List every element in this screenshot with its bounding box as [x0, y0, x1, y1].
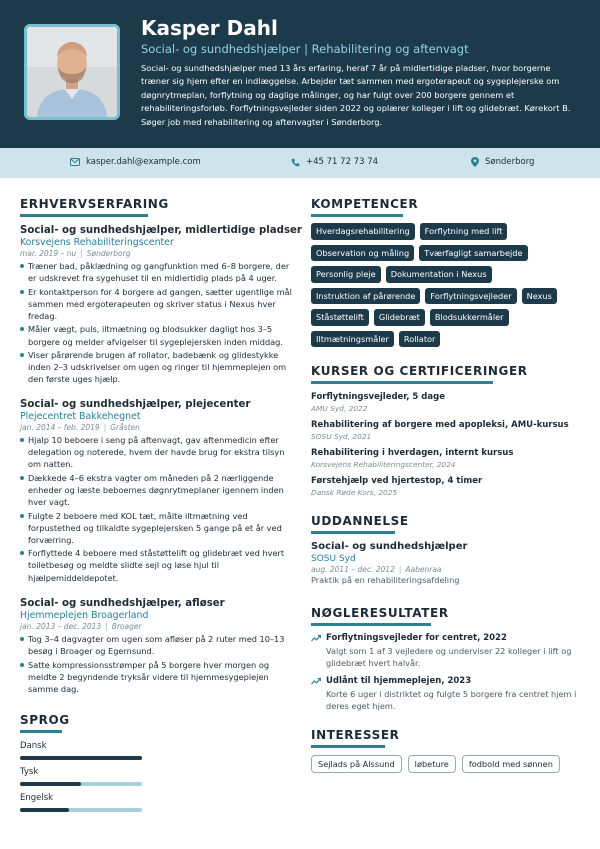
skills-heading: KOMPETENCER — [311, 197, 419, 211]
job-title: Social- og sundhedshjælper, afløser — [20, 598, 225, 609]
trend-up-icon — [311, 677, 321, 685]
course-item — [311, 420, 586, 441]
course-title: Forflytningsvejleder, 5 dage — [311, 392, 445, 402]
job-meta: jan. 2014 – feb. 2019 | Gråsten — [20, 423, 140, 432]
location-text: Sønderborg — [485, 157, 535, 167]
job-title: Social- og sundhedshjælper, midlertidige pladser — [20, 225, 302, 236]
experience-item — [20, 225, 302, 387]
job-title: Social- og sundhedshjælper, plejecenter — [20, 399, 251, 410]
course-meta: Dansk Røde Kors, 2025 — [311, 488, 398, 497]
result-title: Forflytningsvejleder for centret, 2022 — [326, 633, 507, 643]
profile-summary: Social- og sundhedshjælper med 13 års erfaring, heraf 7 år på midlertidige pladser, hvor borgerne træner sig hjem efter en indlæggelse. Arbejder tæt sammen med ergoterapeut og sygeplejerske om døgnrytmeplan, forflytning og daglige målinger, og har fulgt over 200 borgere gennem et rehabiliteringsforløb. Forflytningsvejleder siden 2022 og oplærer kolleger i lift og glidebræt. Kørekort B. Søger job med rehabilitering og aftenvagter i Sønderborg. — [141, 63, 571, 127]
language-level-fill — [20, 808, 69, 812]
job-place: Sønderborg — [86, 249, 131, 258]
language-name: Tysk — [20, 767, 39, 777]
interest-tag: Sejlads på Alssund — [311, 755, 402, 773]
education-meta: aug. 2011 – dec. 2012 | Aabenraa — [311, 565, 442, 574]
languages-heading: SPROG — [20, 713, 70, 727]
phone-contact[interactable] — [291, 157, 378, 167]
skill-chip: Glidebræt — [374, 309, 425, 326]
job-company: Hjemmeplejen Broagerland — [20, 610, 149, 621]
job-bullets — [20, 434, 292, 584]
job-period: jan. 2014 – feb. 2019 — [20, 423, 100, 432]
person-name: Kasper Dahl — [141, 16, 278, 40]
skills-underline — [311, 214, 403, 217]
result-description: Korte 6 uger i distriktet og fulgte 5 borgere fra centret hjem i deres eget hjem. — [326, 689, 577, 712]
experience-heading: ERHVERVSERFARING — [20, 197, 169, 211]
education-school: SOSU Syd — [311, 554, 356, 564]
job-bullet: Dækkede 4–6 ekstra vagter om måneden på 2 nærliggende enheder og læste beboernes døgnrytmeplaner igennem inden hver vagt. — [20, 472, 292, 508]
result-description: Valgt som 1 af 3 vejledere og underviser 22 kolleger i lift og glidebræt hvert halvår. — [326, 646, 572, 669]
skill-chip: Tværfagligt samarbejde — [419, 245, 527, 262]
education-underline — [311, 531, 395, 534]
experience-underline — [20, 214, 148, 217]
course-meta: AMU Syd, 2022 — [311, 404, 368, 413]
language-item — [20, 767, 142, 786]
interest-tag: løbeture — [408, 755, 456, 773]
job-meta: mar. 2019 – nu | Sønderborg — [20, 249, 131, 258]
job-bullet: Forflyttede 4 beboere med ståstøttelift og glidebræt ved hvert toiletbesøg og meldte slidte sejl og løse hjul til hjælpemiddeldepotet. — [20, 547, 292, 583]
skill-chip: Instruktion af pårørende — [311, 288, 420, 305]
interests-underline — [311, 745, 385, 748]
experience-item — [20, 598, 292, 696]
skill-chip: Rollator — [399, 331, 440, 348]
language-name: Engelsk — [20, 793, 54, 803]
course-item — [311, 476, 586, 497]
job-bullet: Hjalp 10 beboere i seng på aftenvagt, gav aftenmedicin efter delegation og noterede, hvem der havde brug for ekstra tilsyn om natten. — [20, 434, 292, 470]
experience-item — [20, 399, 292, 585]
result-item — [311, 676, 586, 713]
course-title: Rehabilitering af borgere med apopleksi, AMU-kursus — [311, 420, 569, 430]
result-item — [311, 633, 586, 670]
job-bullet: Er kontaktperson for 4 borgere ad gangen, sætter ugentlige mål sammen med ergoterapeuten og skriver status i Nexus hver fredag. — [20, 286, 292, 322]
courses-heading: KURSER OG CERTIFICERINGER — [311, 364, 528, 378]
language-level-fill — [20, 756, 142, 760]
education-heading: UDDANNELSE — [311, 514, 409, 528]
skill-chip: Personlig pleje — [311, 266, 381, 283]
profile-photo — [24, 24, 120, 120]
skill-chip: Hverdagsrehabilitering — [311, 223, 415, 240]
course-item — [311, 448, 586, 469]
interests-heading: INTERESSER — [311, 728, 400, 742]
trend-up-icon — [311, 634, 321, 642]
language-level-bar — [20, 808, 142, 812]
skill-chip: Dokumentation i Nexus — [386, 266, 492, 283]
interest-tag: fodbold med sønnen — [462, 755, 560, 773]
course-item — [311, 392, 586, 413]
skill-chip: Forflytningsvejleder — [425, 288, 516, 305]
job-bullet: Viser pårørende brugen af rollator, badebænk og glidestykke inden 2–3 udskrivelser om ugen og ringer til hjemmeplejen om den første uges hjælp. — [20, 349, 292, 385]
results-heading: NØGLERESULTATER — [311, 606, 449, 620]
skill-chip: Observation og måling — [311, 245, 414, 262]
language-level-fill — [20, 782, 81, 786]
skill-chip: Iltmætningsmåler — [311, 331, 394, 348]
result-title: Udlånt til hjemmeplejen, 2023 — [326, 676, 472, 686]
job-bullet: Måler vægt, puls, iltmætning og blodsukker dagligt hos 3–5 borgere og melder afvigelser til sygeplejersken inden middag. — [20, 323, 292, 347]
course-meta: Korsvejens Rehabiliteringscenter, 2024 — [311, 460, 456, 469]
education-item — [311, 541, 586, 585]
course-title: Førstehjælp ved hjertestop, 4 timer — [311, 476, 483, 486]
email-contact[interactable] — [70, 157, 201, 167]
location-pin-icon — [471, 157, 479, 167]
job-bullet: Satte kompressionsstrømper på 5 borgere hver morgen og meldte 2 begyndende tryksår videre til hjemmesygeplejen samme dag. — [20, 659, 292, 695]
education-period: aug. 2011 – dec. 2012 — [311, 565, 395, 574]
job-company: Korsvejens Rehabiliteringscenter — [20, 237, 174, 248]
job-bullet: Fulgte 2 beboere med KOL tæt, målte iltmætning ved forpustethed og tilkaldte sygeplejersken 5 gange på et år ved forværring. — [20, 510, 292, 546]
header — [0, 0, 600, 148]
job-place: Gråsten — [110, 423, 140, 432]
job-role: Social- og sundhedshjælper | Rehabilitering og aftenvagt — [141, 42, 469, 56]
results-underline — [311, 623, 431, 626]
education-place: Aabenraa — [405, 565, 442, 574]
job-bullet: Træner bad, påklædning og gangfunktion med 6–8 borgere, der er udskrevet fra sygehuset til en midlertidig plads på 4 uger. — [20, 260, 292, 284]
job-company: Plejecentret Bakkehegnet — [20, 411, 141, 422]
phone-text: +45 71 72 73 74 — [306, 157, 379, 167]
skill-chip: Forflytning med lift — [420, 223, 508, 240]
email-text: kasper.dahl@example.com — [86, 157, 201, 167]
skills-list — [311, 223, 586, 352]
contact-bar — [0, 148, 600, 178]
job-bullets — [20, 633, 292, 695]
skill-chip: Blodsukkermåler — [430, 309, 509, 326]
job-place: Broager — [111, 622, 142, 631]
mail-icon — [70, 158, 80, 166]
job-period: mar. 2019 – nu — [20, 249, 77, 258]
location-contact — [471, 157, 534, 167]
phone-icon — [291, 158, 300, 167]
job-period: jan. 2013 – dec. 2013 — [20, 622, 102, 631]
language-item — [20, 793, 142, 812]
language-level-bar — [20, 756, 142, 760]
language-level-bar — [20, 782, 142, 786]
interests-list — [311, 755, 566, 773]
education-degree: Social- og sundhedshjælper — [311, 541, 468, 552]
education-description: Praktik på en rehabiliteringsafdeling — [311, 575, 460, 585]
job-meta: jan. 2013 – dec. 2013 | Broager — [20, 622, 142, 631]
language-item — [20, 741, 142, 760]
language-name: Dansk — [20, 741, 47, 751]
skill-chip: Nexus — [522, 288, 557, 305]
job-bullets — [20, 260, 292, 385]
course-meta: SOSU Syd, 2021 — [311, 432, 372, 441]
courses-underline — [311, 381, 493, 384]
languages-underline — [20, 730, 62, 733]
skill-chip: Ståstøttelift — [311, 309, 369, 326]
job-bullet: Tog 3–4 dagvagter om ugen som afløser på 2 ruter med 10–13 besøg i Broager og Egernsund. — [20, 633, 292, 657]
course-title: Rehabilitering i hverdagen, internt kursus — [311, 448, 514, 458]
